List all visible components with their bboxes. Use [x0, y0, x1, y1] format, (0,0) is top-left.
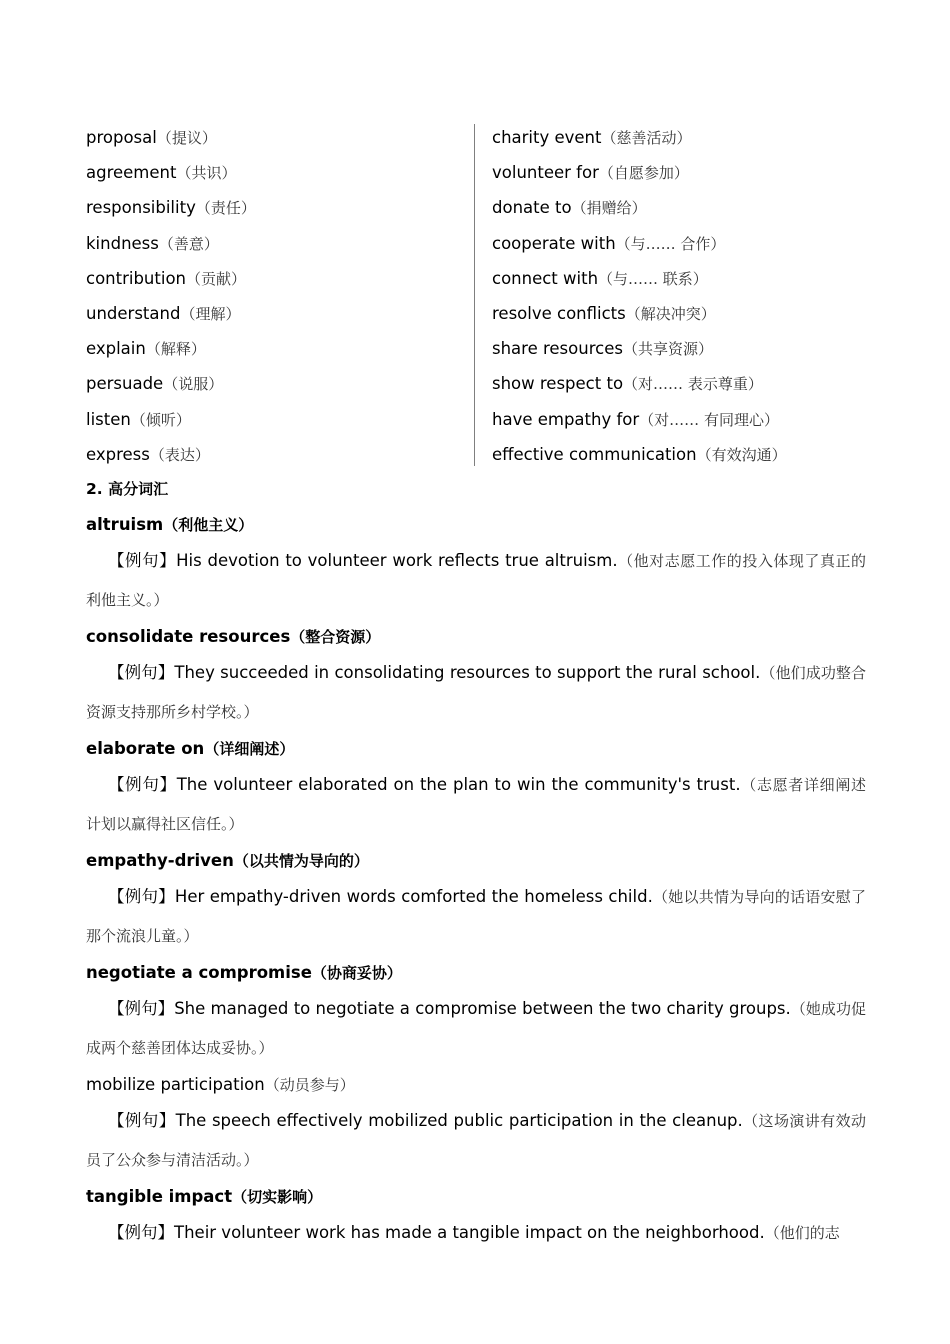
example-english: They succeeded in consolidating resources to support the rural school.: [174, 663, 761, 682]
example-label: 【例句】: [108, 999, 175, 1018]
vocab-item: [492, 437, 892, 472]
example-chinese: （他们的志: [764, 1224, 840, 1242]
vocab-translation: （表达）: [149, 445, 210, 464]
example-chinese: （她成功促成两个慈善团体达成妥协。）: [86, 1000, 866, 1057]
example-sentence: [86, 1214, 866, 1253]
entry-heading: [86, 507, 866, 542]
vocab-term: show respect to: [492, 374, 624, 394]
vocab-item: [86, 366, 466, 401]
entry-term: mobilize participation: [86, 1075, 265, 1094]
entry-heading: [86, 731, 866, 766]
example-chinese: （这场演讲有效动员了公众参与清洁活动。）: [86, 1112, 866, 1169]
section-number: 2.: [86, 480, 103, 498]
vocab-term: understand: [86, 303, 181, 323]
example-english: His devotion to volunteer work reflects true altruism.: [176, 551, 618, 570]
vocab-item: [492, 190, 892, 225]
entry-term: empathy-driven: [86, 851, 234, 870]
vocab-term: persuade: [86, 374, 164, 394]
vocab-entry: [86, 1067, 866, 1179]
vocab-item: [86, 261, 466, 296]
vocab-translation: （有效沟通）: [696, 445, 787, 464]
example-english: Their volunteer work has made a tangible impact on the neighborhood.: [174, 1223, 765, 1242]
vocab-term: connect with: [492, 268, 599, 288]
vocab-term: share resources: [492, 339, 623, 359]
vocab-term: volunteer for: [492, 163, 599, 183]
column-divider: [474, 124, 475, 466]
vocab-translation: （责任）: [195, 199, 256, 218]
example-sentence: [86, 542, 866, 619]
example-english: Her empathy-driven words comforted the homeless child.: [174, 887, 653, 906]
vocab-translation: （理解）: [180, 304, 241, 323]
section-heading: [86, 472, 866, 507]
example-sentence: [86, 766, 866, 843]
example-label: 【例句】: [108, 887, 175, 906]
vocab-translation: （说服）: [163, 375, 224, 394]
example-label: 【例句】: [108, 551, 177, 570]
vocab-entry: [86, 843, 866, 955]
vocab-item: [86, 190, 466, 225]
vocab-translation: （善意）: [158, 234, 219, 253]
entry-term: consolidate resources: [86, 627, 291, 646]
vocab-translation: （倾听）: [130, 410, 191, 429]
vocab-item: [86, 155, 466, 190]
vocab-column-left: [86, 120, 466, 472]
vocab-term: charity event: [492, 128, 602, 147]
vocab-item: [492, 331, 892, 366]
vocab-term: responsibility: [86, 198, 196, 218]
vocab-translation: （解释）: [145, 340, 206, 359]
entry-term: negotiate a compromise: [86, 963, 312, 982]
vocab-term: express: [86, 444, 150, 464]
vocab-translation: （贡献）: [186, 269, 247, 288]
example-label: 【例句】: [108, 775, 177, 794]
entry-heading: [86, 1179, 866, 1214]
vocab-translation: （捐赠给）: [571, 199, 647, 218]
entry-heading: [86, 843, 866, 878]
example-english: She managed to negotiate a compromise between the two charity groups.: [174, 999, 791, 1018]
advanced-vocab-section: [86, 472, 866, 1253]
vocab-term: cooperate with: [492, 233, 616, 253]
vocab-entry: [86, 1179, 866, 1253]
example-english: The speech effectively mobilized public participation in the cleanup.: [175, 1111, 743, 1130]
vocab-item: [86, 296, 466, 331]
example-sentence: [86, 654, 866, 731]
example-label: 【例句】: [108, 1223, 174, 1242]
vocab-translation: （提议）: [156, 129, 217, 147]
vocab-item: [492, 226, 892, 261]
vocab-item: [492, 261, 892, 296]
vocab-term: donate to: [492, 198, 572, 218]
vocab-entry: [86, 955, 866, 1067]
vocab-translation: （解决冲突）: [625, 304, 716, 323]
vocab-term: contribution: [86, 268, 186, 288]
vocab-term: explain: [86, 339, 146, 359]
entry-heading: [86, 1067, 866, 1102]
entry-translation: （利他主义）: [163, 516, 254, 534]
vocab-translation: （与…… 合作）: [615, 234, 726, 253]
example-chinese: （志愿者详细阐述计划以赢得社区信任。）: [86, 776, 867, 833]
vocab-item: [86, 437, 466, 472]
example-sentence: [86, 878, 866, 955]
vocab-translation: （对…… 表示尊重）: [623, 375, 763, 394]
entry-translation: （切实影响）: [232, 1188, 323, 1206]
example-english: The volunteer elaborated on the plan to win the community's trust.: [176, 775, 741, 794]
vocab-column-right: [492, 120, 892, 472]
vocab-item: [86, 120, 466, 155]
entry-translation: （整合资源）: [290, 628, 381, 646]
entry-translation: （以共情为导向的）: [233, 852, 369, 870]
vocab-entry: [86, 507, 866, 619]
vocab-item: [86, 226, 466, 261]
vocab-term: listen: [86, 409, 131, 429]
vocab-item: [492, 155, 892, 190]
vocab-item: [86, 402, 466, 437]
example-chinese: （他们成功整合资源支持那所乡村学校。）: [86, 664, 867, 721]
entry-heading: [86, 955, 866, 990]
vocab-translation: （共识）: [176, 164, 237, 183]
vocab-term: effective communication: [492, 444, 697, 464]
vocab-entry: [86, 731, 866, 843]
example-label: 【例句】: [108, 663, 175, 682]
vocab-item: [86, 331, 466, 366]
vocab-item: [492, 296, 892, 331]
example-label: 【例句】: [108, 1111, 176, 1130]
entry-term: tangible impact: [86, 1187, 233, 1206]
entry-translation: （详细阐述）: [204, 740, 295, 758]
entry-translation: （动员参与）: [264, 1076, 355, 1094]
example-sentence: [86, 990, 866, 1067]
vocab-entry: [86, 619, 866, 731]
vocab-translation: （自愿参加）: [598, 164, 689, 183]
vocab-item: [492, 366, 892, 401]
example-chinese: （他对志愿工作的投入体现了真正的利他主义。）: [86, 552, 867, 609]
vocab-item: [492, 120, 892, 155]
entry-heading: [86, 619, 866, 654]
vocab-translation: （对…… 有同理心）: [639, 410, 779, 429]
entry-term: altruism: [86, 515, 164, 534]
example-sentence: [86, 1102, 866, 1179]
vocab-translation: （共享资源）: [622, 340, 713, 359]
vocab-translation: （与…… 联系）: [598, 269, 708, 288]
vocab-term: proposal: [86, 128, 157, 147]
vocab-term: agreement: [86, 163, 177, 183]
vocab-term: resolve conflicts: [492, 303, 626, 323]
entry-translation: （协商妥协）: [311, 964, 402, 982]
example-chinese: （她以共情为导向的话语安慰了那个流浪儿童。）: [86, 888, 866, 945]
vocab-term: kindness: [86, 233, 159, 253]
vocab-item: [492, 402, 892, 437]
vocab-term: have empathy for: [492, 409, 640, 429]
vocab-translation: （慈善活动）: [601, 129, 692, 147]
entry-term: elaborate on: [86, 739, 205, 758]
section-title: 高分词汇: [108, 480, 169, 498]
